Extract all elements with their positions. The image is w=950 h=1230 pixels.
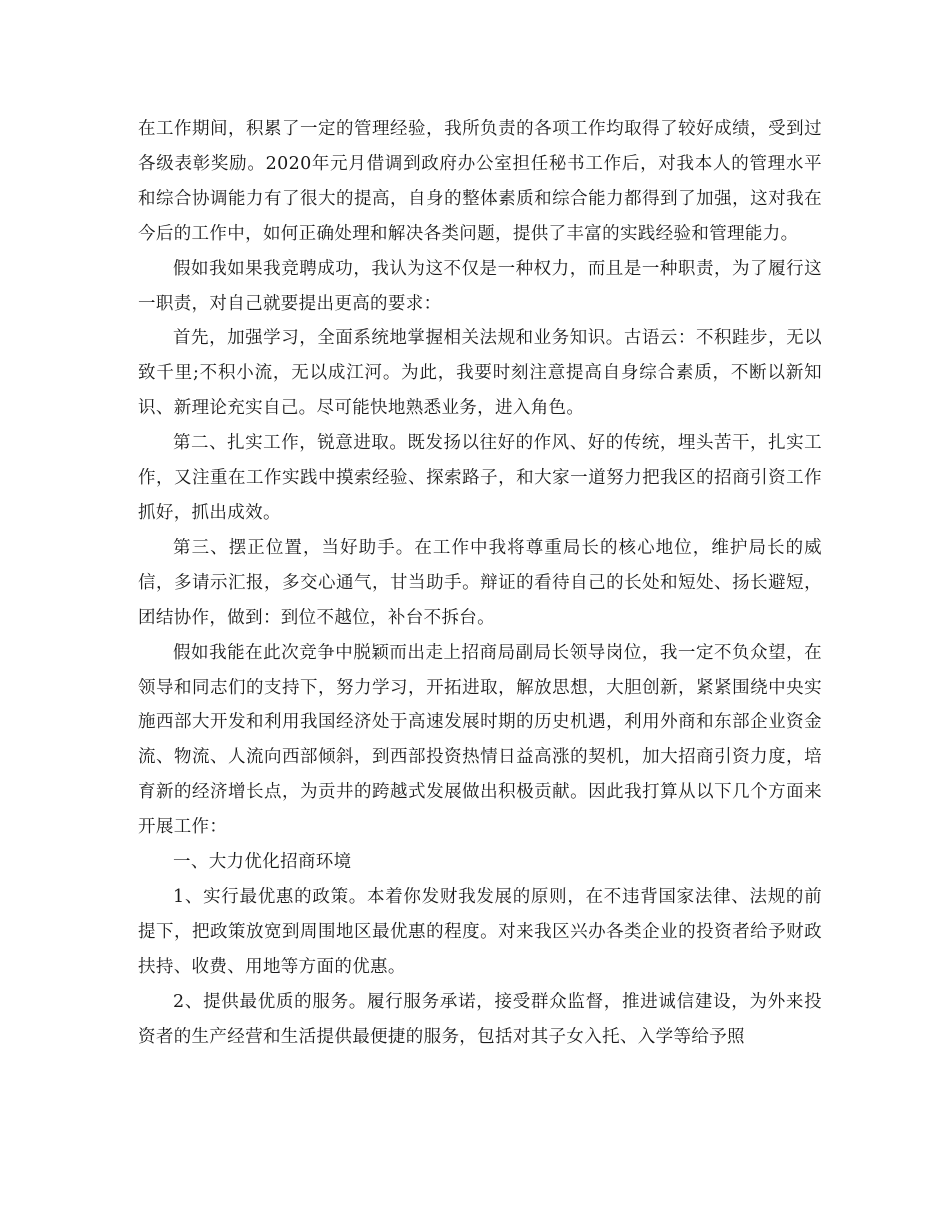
paragraph: 假如我能在此次竞争中脱颖而出走上招商局副局长领导岗位，我一定不负众望，在领导和同志们的支持下，努力学习，开拓进取，解放思想，大胆创新，紧紧围绕中央实施西部大开发和利用我国经济处于高速发展时期的历史机遇，利用外商和东部企业资金流、物流、人流向西部倾斜，到西部投资热情日益高涨的契机，加大招商引资力度，培育新的经济增长点，为贡井的跨越式发展做出积极贡献。因此我打算从以下几个方面来开展工作： xyxy=(138,642,822,838)
paragraph: 首先，加强学习，全面系统地掌握相关法规和业务知识。古语云：不积跬步，无以致千里;不积小流，无以成江河。为此，我要时刻注意提高自身综合素质，不断以新知识、新理论充实自己。尽可能快地熟悉业务，进入角色。 xyxy=(138,328,822,419)
paragraph: 1、实行最优惠的政策。本着你发财我发展的原则，在不违背国家法律、法规的前提下，把政策放宽到周围地区最优惠的程度。对来我区兴办各类企业的投资者给予财政扶持、收费、用地等方面的优惠。 xyxy=(138,886,822,977)
section-heading: 一、大力优化招商环境 xyxy=(173,852,352,873)
paragraph: 第三、摆正位置，当好助手。在工作中我将尊重局长的核心地位，维护局长的威信，多请示汇报，多交心通气，甘当助手。辩证的看待自己的长处和短处、扬长避短，团结协作，做到：到位不越位，补台不拆台。 xyxy=(138,537,822,628)
document-body xyxy=(138,112,822,1054)
paragraph: 在工作期间，积累了一定的管理经验，我所负责的各项工作均取得了较好成绩，受到过各级表彰奖励。2020年元月借调到政府办公室担任秘书工作后，对我本人的管理水平和综合协调能力有了很大的提高，自身的整体素质和综合能力都得到了加强，这对我在今后的工作中，如何正确处理和解决各类问题，提供了丰富的实践经验和管理能力。 xyxy=(138,119,822,244)
paragraph: 2、提供最优质的服务。履行服务承诺，接受群众监督，推进诚信建设，为外来投资者的生产经营和生活提供最便捷的服务，包括对其子女入托、入学等给予照 xyxy=(138,991,822,1047)
paragraph: 假如我如果我竞聘成功，我认为这不仅是一种权力，而且是一种职责，为了履行这一职责，对自己就要提出更高的要求： xyxy=(138,258,822,314)
paragraph: 第二、扎实工作，锐意进取。既发扬以往好的作风、好的传统，埋头苦干，扎实工作，又注重在工作实践中摸索经验、探索路子，和大家一道努力把我区的招商引资工作抓好，抓出成效。 xyxy=(138,433,822,523)
